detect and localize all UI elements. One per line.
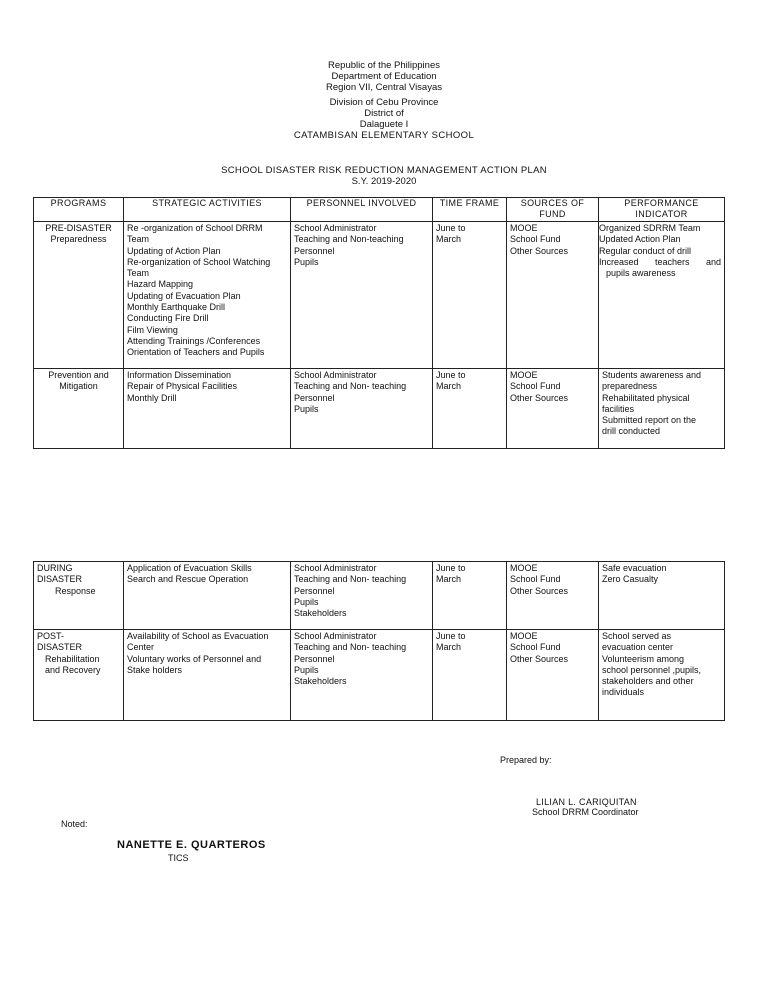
preparer-name: LILIAN L. CARIQUITAN (536, 797, 637, 807)
sources-cell: MOOE School Fund Other Sources (507, 562, 599, 630)
sources-cell: MOOE School Fund Other Sources (507, 222, 599, 369)
table-header-row (34, 198, 725, 222)
region-line: Region VII, Central Visayas (326, 82, 442, 93)
department-line: Department of Education (331, 71, 437, 82)
personnel-cell: School Administrator Teaching and Non- teaching Personnel Pupils Stakeholders (291, 562, 433, 630)
col-header-performance-indicator: PERFORMANCE INDICATOR (599, 198, 725, 222)
time-frame-cell: June to March (433, 222, 507, 369)
col-header-time-frame: TIME FRAME (433, 198, 507, 222)
division-line: Division of Cebu Province (329, 97, 439, 108)
personnel-cell: School Administrator Teaching and Non- teaching Personnel Pupils Stakeholders (291, 630, 433, 721)
program-cell: PRE-DISASTER Preparedness (34, 222, 124, 369)
action-plan-table-part1 (33, 197, 725, 449)
activities-cell: Application of Evacuation Skills Search and Rescue Operation (124, 562, 291, 630)
sources-cell: MOOE School Fund Other Sources (507, 369, 599, 449)
republic-line: Republic of the Philippines (328, 60, 440, 71)
noter-name: NANETTE E. QUARTEROS (117, 839, 266, 851)
col-header-sources-of-fund: SOURCES OF FUND (507, 198, 599, 222)
table-row (34, 369, 725, 449)
program-cell: POST- DISASTER Rehabilitation and Recovery (34, 630, 124, 721)
plan-title: SCHOOL DISASTER RISK REDUCTION MANAGEMENT ACTION PLAN (221, 165, 547, 176)
noted-label: Noted: (61, 819, 88, 829)
indicators-cell: Safe evacuation Zero Casualty (599, 562, 725, 630)
indicators-cell: School served as evacuation center Volunteerism among school personnel ,pupils, stakeholders and other individuals (599, 630, 725, 721)
time-frame-cell: June to March (433, 630, 507, 721)
personnel-cell: School Administrator Teaching and Non- teaching Personnel Pupils (291, 369, 433, 449)
time-frame-cell: June to March (433, 369, 507, 449)
noter-title: TICS (168, 853, 189, 863)
col-header-personnel-involved: PERSONNEL INVOLVED (291, 198, 433, 222)
district-of-line: District of (364, 108, 404, 119)
program-cell: Prevention and Mitigation (34, 369, 124, 449)
col-header-strategic-activities: STRATEGIC ACTIVITIES (124, 198, 291, 222)
school-year: S.Y. 2019-2020 (351, 176, 417, 187)
school-name: CATAMBISAN ELEMENTARY SCHOOL (293, 130, 475, 141)
personnel-cell: School Administrator Teaching and Non-teaching Personnel Pupils (291, 222, 433, 369)
prepared-by-label: Prepared by: (500, 755, 552, 765)
indicators-cell: Organized SDRRM Team Updated Action Plan Regular conduct of drill Increased teachers and pupils awareness (599, 222, 725, 369)
activities-cell: Availability of School as Evacuation Center Voluntary works of Personnel and Stake holders (124, 630, 291, 721)
indicators-cell: Students awareness and preparedness Rehabilitated physical facilities Submitted report on the drill conducted (599, 369, 725, 449)
activities-cell: Information Dissemination Repair of Physical Facilities Monthly Drill (124, 369, 291, 449)
table-row (34, 630, 725, 721)
time-frame-cell: June to March (433, 562, 507, 630)
table-row (34, 222, 725, 369)
col-header-programs: PROGRAMS (34, 198, 124, 222)
district-line: Dalaguete I (359, 119, 409, 130)
program-cell: DURING DISASTER Response (34, 562, 124, 630)
table-row (34, 562, 725, 630)
sources-cell: MOOE School Fund Other Sources (507, 630, 599, 721)
activities-cell: Re -organization of School DRRM Team Updating of Action Plan Re-organization of School Watching Team Hazard Mapping Updating of Evacuation Plan Monthly Earthquake Drill Conducting Fire Drill Film Viewing Attending Trainings /Conferences Orientation of Teachers and Pupils (124, 222, 291, 369)
action-plan-table-part2 (33, 561, 725, 721)
preparer-title: School DRRM Coordinator (532, 807, 639, 817)
